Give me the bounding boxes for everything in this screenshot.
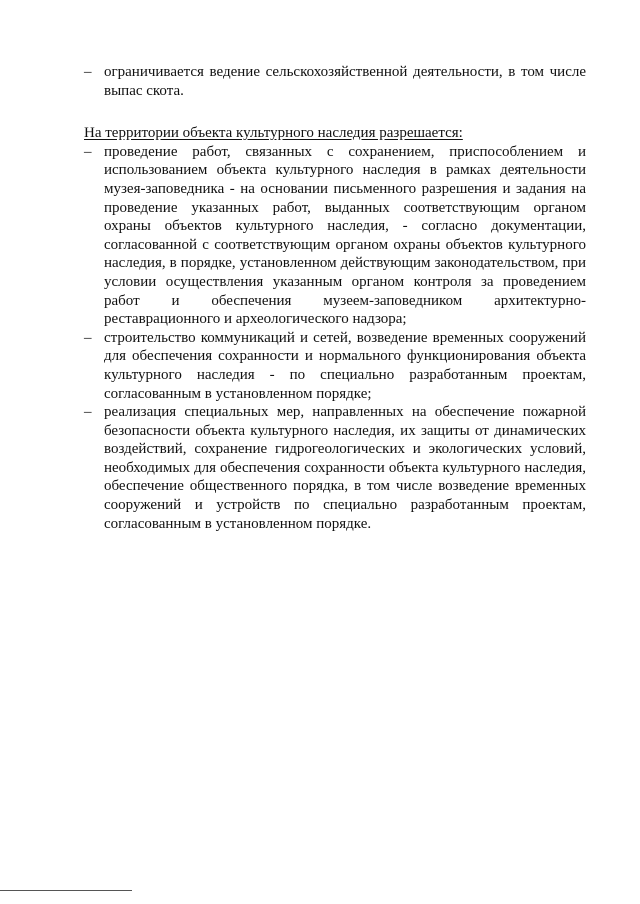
list-item — [84, 329, 586, 403]
allowed-list — [84, 143, 586, 533]
list-dash: – — [84, 143, 92, 160]
list-item — [84, 143, 586, 329]
bottom-rule-divider — [0, 890, 132, 891]
list-item — [84, 403, 586, 533]
restriction-item — [84, 63, 586, 100]
list-dash: – — [84, 329, 92, 346]
list-item-text: строительство коммуникаций и сетей, возведение временных сооружений для обеспечения сохранности и нормального функционирования объекта культурного наследия - по специально разработанным проектам, согласованным в установленном порядке; — [104, 329, 586, 402]
list-item-text: проведение работ, связанных с сохранением, приспособлением и использованием объекта культурного наследия в рамках деятельности музея-заповедника - на основании письменного разрешения и задания на проведение указанных работ, выданных соответствующим органом охраны объектов культурного наследия, - согласно документации, согласованной с соответствующим органом охраны объектов культурного наследия, в порядке, установленном действующим законодательством, при условии осуществления указанным органом контроля за проведением работ и обеспечения музеем-заповедником архитектурно-реставрационного и археологического надзора; — [104, 143, 586, 328]
restriction-item-text: ограничивается ведение сельскохозяйственной деятельности, в том числе выпас скота. — [104, 64, 586, 99]
allowed-heading: На территории объекта культурного наследия разрешается: — [84, 125, 463, 142]
list-dash: – — [84, 64, 92, 80]
list-item-text: реализация специальных мер, направленных на обеспечение пожарной безопасности объекта культурного наследия, их защиты от динамических воздействий, сохранение гидрогеологических и экологических условий, необходимых для обеспечения сохранности объекта культурного наследия, обеспечение общественного порядка, в том числе возведение временных сооружений и устройств по специально разработанным проектам, согласованным в установленном порядке. — [104, 404, 586, 532]
list-dash: – — [84, 404, 92, 421]
document-body — [84, 63, 586, 533]
